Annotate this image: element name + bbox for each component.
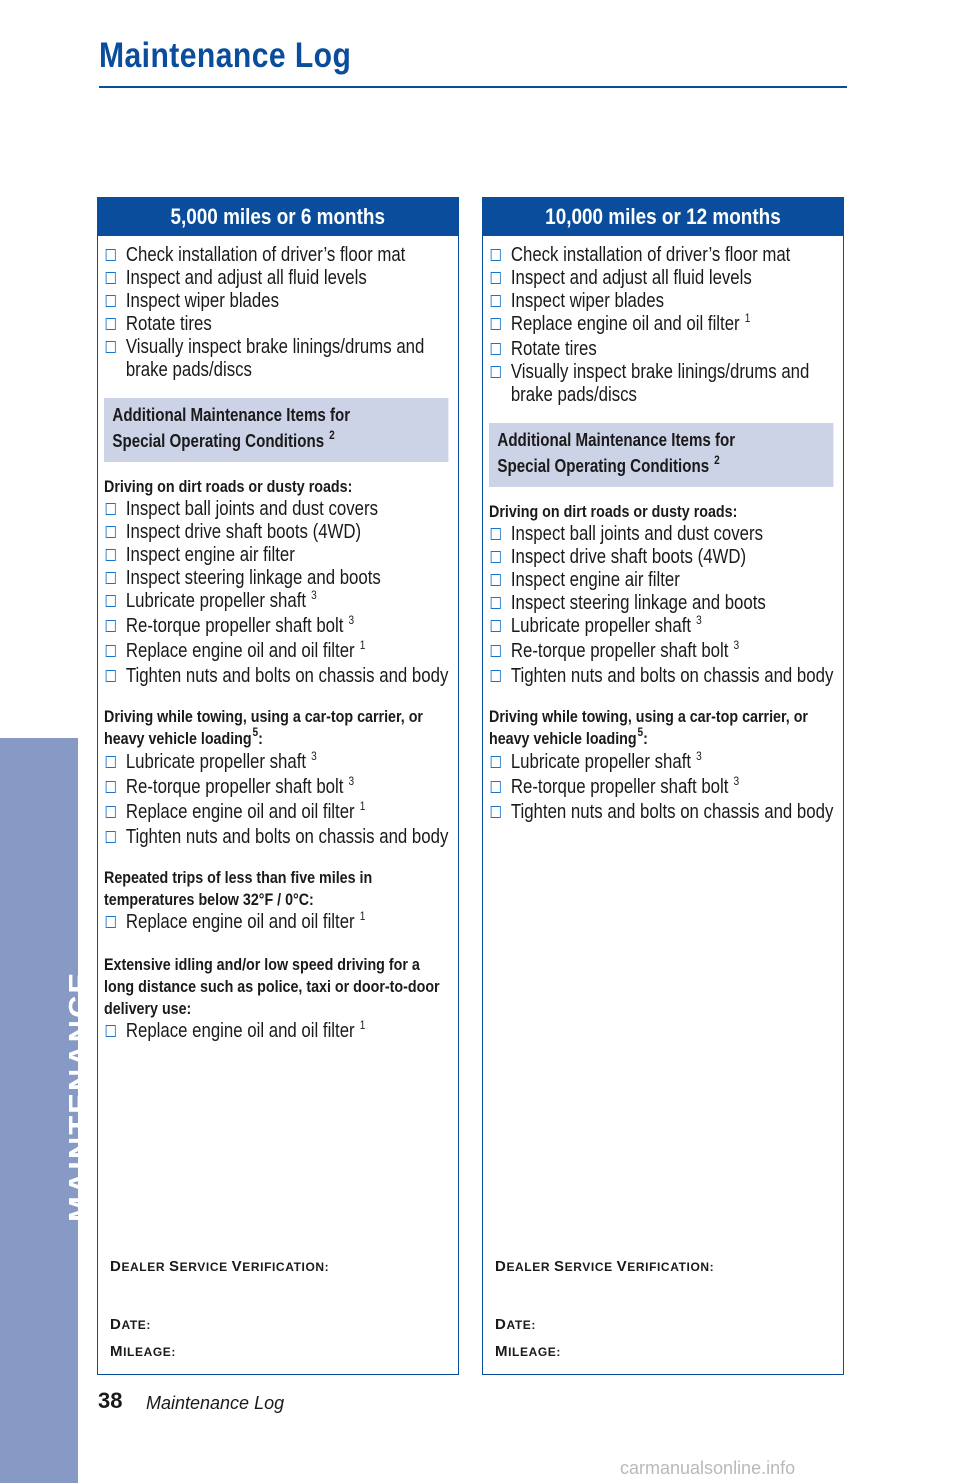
- footnote-ref: 1: [359, 1018, 366, 1032]
- checkbox[interactable]: [491, 574, 501, 586]
- footnote-ref: 1: [359, 909, 366, 923]
- section-heading: [104, 867, 450, 911]
- item-text: Lubricate propeller shaft: [125, 590, 307, 612]
- footnote-ref: 3: [348, 774, 355, 788]
- special-conditions-box: [489, 423, 833, 487]
- item-text: Re-torque propeller shaft bolt: [125, 615, 344, 637]
- item-text: Inspect engine air filter: [125, 544, 295, 566]
- item-text: Inspect steering linkage and boots: [125, 567, 381, 589]
- item-text: Check installation of driver’s floor mat: [125, 244, 406, 266]
- special-conditions-line: [497, 453, 824, 481]
- section-heading-text: Driving on dirt roads or dusty roads:: [104, 477, 353, 496]
- section-heading: [104, 476, 450, 498]
- checkbox[interactable]: [491, 670, 501, 682]
- checklist-item: [104, 911, 450, 936]
- dealer-verification-label: DEALER SERVICE VERIFICATION:: [495, 1258, 715, 1275]
- special-conditions-box: [104, 398, 448, 462]
- dealer-verification-label: DEALER SERVICE VERIFICATION:: [110, 1258, 330, 1275]
- section-heading: [104, 954, 450, 1020]
- checkbox[interactable]: [491, 366, 501, 378]
- footnote-ref: 2: [714, 453, 720, 467]
- footnote-ref: 1: [359, 638, 366, 652]
- item-text: Tighten nuts and bolts on chassis and body: [510, 801, 834, 823]
- item-text: Visually inspect brake linings/drums and brake pads/discs: [510, 361, 810, 406]
- item-text: Lubricate propeller shaft: [125, 751, 307, 773]
- checkbox[interactable]: [491, 295, 501, 307]
- date-label: DATE:: [110, 1316, 151, 1333]
- item-text: Check installation of driver’s floor mat: [510, 244, 791, 266]
- checkbox[interactable]: [106, 645, 116, 657]
- checkbox[interactable]: [491, 249, 501, 261]
- section-heading-text: Driving on dirt roads or dusty roads:: [489, 502, 738, 521]
- checkbox[interactable]: [106, 341, 116, 353]
- checklist-item: [489, 665, 835, 688]
- checklist-item: [104, 544, 450, 567]
- checklist-item: [104, 244, 450, 267]
- checklist-item: [104, 290, 450, 313]
- special-conditions-text: Special Operating Conditions: [112, 431, 325, 451]
- checkbox[interactable]: [491, 597, 501, 609]
- mileage-label: MILEAGE:: [110, 1343, 176, 1360]
- checkbox[interactable]: [491, 806, 501, 818]
- maintenance-column-10000: [482, 197, 844, 1375]
- checkbox[interactable]: [491, 272, 501, 284]
- checkbox[interactable]: [106, 295, 116, 307]
- item-text: Re-torque propeller shaft bolt: [510, 776, 729, 798]
- date-label: DATE:: [495, 1316, 536, 1333]
- checkbox[interactable]: [106, 595, 116, 607]
- column-body: [98, 236, 458, 1045]
- footnote-ref: 1: [359, 799, 366, 813]
- checkbox[interactable]: [106, 1025, 116, 1037]
- footnote-ref: 3: [696, 749, 702, 763]
- checkbox[interactable]: [106, 249, 116, 261]
- item-text: Replace engine oil and oil filter: [125, 801, 355, 823]
- maintenance-column-5000: [97, 197, 459, 1375]
- footer-section-label: Maintenance Log: [146, 1393, 285, 1413]
- footnote-ref: 3: [348, 613, 355, 627]
- checkbox[interactable]: [491, 781, 501, 793]
- item-text: Replace engine oil and oil filter: [125, 1020, 355, 1042]
- checklist-item: [104, 665, 450, 688]
- checkbox[interactable]: [106, 916, 116, 928]
- footnote-ref: 3: [733, 774, 740, 788]
- watermark: carmanualsonline.info: [620, 1458, 796, 1478]
- section-heading-text: Extensive idling and/or low speed driving for a long distance such as police, taxi or door-to-door delivery use:: [104, 955, 440, 1018]
- footnote-ref: 3: [696, 613, 702, 627]
- special-conditions-line: [112, 428, 439, 456]
- checkbox[interactable]: [106, 318, 116, 330]
- checklist-item: [104, 336, 450, 382]
- item-text: Inspect ball joints and dust covers: [125, 498, 378, 520]
- checkbox[interactable]: [106, 503, 116, 515]
- page-title: Maintenance Log: [99, 36, 352, 75]
- footnote-ref: 3: [311, 588, 317, 602]
- checklist-item: [489, 523, 835, 546]
- checklist-item: [104, 590, 450, 615]
- item-text: Visually inspect brake linings/drums and brake pads/discs: [125, 336, 425, 381]
- special-conditions-line: Additional Maintenance Items for: [497, 430, 736, 450]
- page-number: 38: [98, 1388, 123, 1413]
- checklist-item: [489, 751, 835, 776]
- checkbox[interactable]: [106, 670, 116, 682]
- checklist-item: [489, 361, 835, 407]
- checkbox[interactable]: [491, 551, 501, 563]
- footnote-ref: 2: [329, 428, 335, 442]
- checklist-item: [104, 826, 450, 849]
- section-heading: [489, 706, 835, 751]
- checklist-item: [489, 640, 835, 665]
- item-text: Rotate tires: [510, 338, 597, 360]
- side-tab-label: MAINTENANCE: [62, 970, 97, 1222]
- checkbox[interactable]: [106, 572, 116, 584]
- column-body: [483, 236, 843, 824]
- special-conditions-text: Special Operating Conditions: [497, 456, 710, 476]
- checkbox[interactable]: [491, 645, 501, 657]
- item-text: Inspect steering linkage and boots: [510, 592, 766, 614]
- item-text: Inspect and adjust all fluid levels: [510, 267, 752, 289]
- item-text: Inspect drive shaft boots (4WD): [125, 521, 362, 543]
- title-rule: [99, 86, 847, 88]
- item-text: Tighten nuts and bolts on chassis and body: [125, 665, 449, 687]
- item-text: Inspect engine air filter: [510, 569, 680, 591]
- column-header: 5,000 miles or 6 months: [98, 198, 458, 236]
- item-text: Rotate tires: [125, 313, 212, 335]
- checklist-item: [104, 521, 450, 544]
- checklist-item: [104, 1020, 450, 1045]
- item-text: Lubricate propeller shaft: [510, 615, 692, 637]
- item-text: Tighten nuts and bolts on chassis and body: [510, 665, 834, 687]
- item-text: Replace engine oil and oil filter: [510, 313, 740, 335]
- checklist-item: [489, 592, 835, 615]
- checklist-item: [489, 290, 835, 313]
- item-text: Re-torque propeller shaft bolt: [510, 640, 729, 662]
- checklist-item: [104, 498, 450, 521]
- checklist-item: [489, 801, 835, 824]
- section-heading: [104, 706, 450, 751]
- section-heading-text: Repeated trips of less than five miles in temperatures below 32°F / 0°C:: [104, 868, 373, 909]
- footnote-ref: 5: [252, 725, 259, 739]
- checklist-item: [104, 267, 450, 290]
- item-text: Replace engine oil and oil filter: [125, 911, 355, 933]
- checklist-item: [104, 776, 450, 801]
- checklist-item: [489, 338, 835, 361]
- item-text: Re-torque propeller shaft bolt: [125, 776, 344, 798]
- item-text: Replace engine oil and oil filter: [125, 640, 355, 662]
- checklist-item: [489, 569, 835, 592]
- item-text: Inspect and adjust all fluid levels: [125, 267, 367, 289]
- checkbox[interactable]: [491, 318, 501, 330]
- checkbox[interactable]: [106, 620, 116, 632]
- checklist-item: [104, 615, 450, 640]
- checklist-item: [489, 313, 835, 338]
- footnote-ref: 5: [637, 725, 644, 739]
- item-text: Lubricate propeller shaft: [510, 751, 692, 773]
- checkbox[interactable]: [106, 781, 116, 793]
- checkbox[interactable]: [106, 526, 116, 538]
- item-text: Inspect wiper blades: [125, 290, 279, 312]
- item-text: Inspect ball joints and dust covers: [510, 523, 763, 545]
- checklist-item: [104, 313, 450, 336]
- section-heading-end: :: [643, 729, 648, 748]
- checklist-item: [104, 801, 450, 826]
- section-heading-text: Driving while towing, using a car-top carrier, or heavy vehicle loading: [489, 707, 808, 748]
- checkbox[interactable]: [106, 272, 116, 284]
- checkbox[interactable]: [106, 831, 116, 843]
- column-header: 10,000 miles or 12 months: [483, 198, 843, 236]
- section-heading-end: :: [258, 729, 263, 748]
- checklist-item: [489, 546, 835, 569]
- checklist-item: [104, 567, 450, 590]
- checkbox[interactable]: [106, 549, 116, 561]
- section-heading-text: Driving while towing, using a car-top carrier, or heavy vehicle loading: [104, 707, 423, 748]
- item-text: Tighten nuts and bolts on chassis and body: [125, 826, 449, 848]
- checkbox[interactable]: [491, 528, 501, 540]
- checkbox[interactable]: [106, 756, 116, 768]
- footnote-ref: 3: [733, 638, 740, 652]
- checklist-item: [489, 615, 835, 640]
- checkbox[interactable]: [491, 620, 501, 632]
- checklist-item: [489, 267, 835, 290]
- footnote-ref: 3: [311, 749, 317, 763]
- checklist-item: [489, 776, 835, 801]
- checkbox[interactable]: [106, 806, 116, 818]
- footnote-ref: 1: [744, 311, 751, 325]
- mileage-label: MILEAGE:: [495, 1343, 561, 1360]
- checklist-item: [104, 640, 450, 665]
- checkbox[interactable]: [491, 343, 501, 355]
- item-text: Inspect wiper blades: [510, 290, 664, 312]
- checklist-item: [489, 244, 835, 267]
- checklist-item: [104, 751, 450, 776]
- special-conditions-line: Additional Maintenance Items for: [112, 405, 351, 425]
- item-text: Inspect drive shaft boots (4WD): [510, 546, 747, 568]
- section-heading: [489, 501, 835, 523]
- checkbox[interactable]: [491, 756, 501, 768]
